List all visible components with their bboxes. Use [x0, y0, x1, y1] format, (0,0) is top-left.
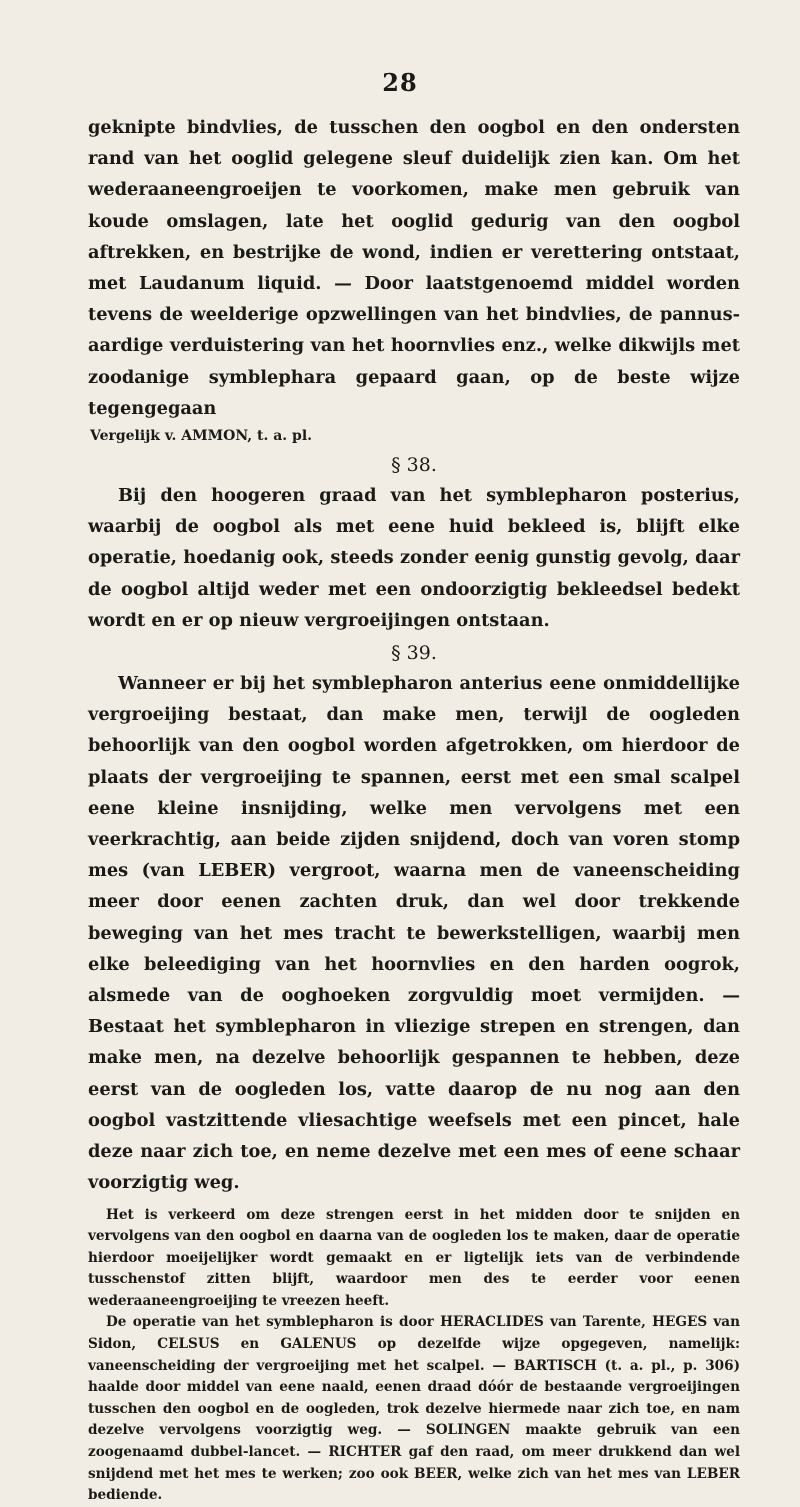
- paragraph-section-38: Bij den hoogeren graad van het symblepharon posterius, waarbij de oogbol als met eene huid bekleed is, blijft elke operatie, hoedanig ook, steeds zonder eenig gunstig gevolg, daar de oogbol altijd weder met een ondoorzigtig bekleedsel bedekt wordt en er op nieuw vergroeijingen ontstaan.: [88, 485, 740, 631]
- section-heading-38: § 38.: [391, 454, 437, 477]
- body-text: [88, 112, 740, 1507]
- note-paragraph-1: Het is verkeerd om deze strengen eerst in het midden door te snijden en vervolgens van den oogbol en daarna van de oogleden los te maken, daar de operatie hierdoor moeijelijker wordt gemaakt en er ligtelijk iets van de verbindende tusschenstof zitten blijft, waardoor men des te eerder voor eenen wederaaneengroeijing te vreezen heeft.: [88, 1206, 740, 1309]
- paragraph-section-39: Wanneer er bij het symblepharon anterius eene onmiddellijke vergroeijing bestaat, dan make men, terwijl de oogleden behoorlijk van den oogbol worden afgetrokken, om hierdoor de plaats der vergroeijing te spannen, eerst met een smal scalpel eene kleine insnijding, welke men vervolgens met een veerkrachtig, aan beide zijden snijdend, doch van voren stomp mes (van LEBER) vergroot, waarna men de vaneenscheiding meer door eenen zachten druk, dan wel door trekkende beweging van het mes tracht te bewerkstelligen, waarbij men elke beleediging van het hoornvlies en den harden oogrok, alsmede van de ooghoeken zorgvuldig moet vermijden. — Bestaat het symblepharon in vliezige strepen en strengen, dan make men, na dezelve behoorlijk gespannen te hebben, deze eerst van de oogleden los, vatte daarop de nu nog aan den oogbol vastzittende vliesachtige weefsels met een pincet, hale deze naar zich toe, en neme dezelve met een mes of eene schaar voorzigtig weg.: [88, 673, 740, 1194]
- section-heading-39: § 39.: [391, 642, 437, 665]
- reference-line: Vergelijk v. AMMON, t. a. pl.: [90, 428, 313, 445]
- page-number: 28: [382, 68, 418, 97]
- paragraph-continued: geknipte bindvlies, de tusschen den oogbol en den ondersten rand van het ooglid gelegene sleuf duidelijk zien kan. Om het wederaaneengroeijen te voorkomen, make men gebruik van koude omslagen, late het ooglid gedurig van den oogbol aftrekken, en bestrijke de wond, indien er verettering ontstaat, met Laudanum liquid. — Door laatstgenoemd middel worden tevens de weelderige opzwellingen van het bindvlies, de pannus-aardige verduistering van het hoornvlies enz., welke dikwijls met zoodanige symblephara gepaard gaan, op de beste wijze tegengegaan: [88, 117, 740, 419]
- note-paragraph-2: De operatie van het symblepharon is door HERACLIDES van Tarente, HEGES van Sidon, CELSUS en GALENUS op dezelfde wijze opgegeven, namelijk: vaneenscheiding der vergroeijing met het scalpel. — BARTISCH (t. a. pl., p. 306) haalde door middel van eene naald, eenen draad dóór de bestaande vergroeijingen tusschen den oogbol en de oogleden, trok dezelve hiermede naar zich toe, en nam dezelve vervolgens voorzigtig weg. — SOLINGEN maakte gebruik van een zoogenaamd dubbel-lancet. — RICHTER gaf den raad, om meer drukkend dan wel snijdend met het mes te werken; zoo ook BEER, welke zich van het mes van LEBER bediende.: [88, 1314, 740, 1504]
